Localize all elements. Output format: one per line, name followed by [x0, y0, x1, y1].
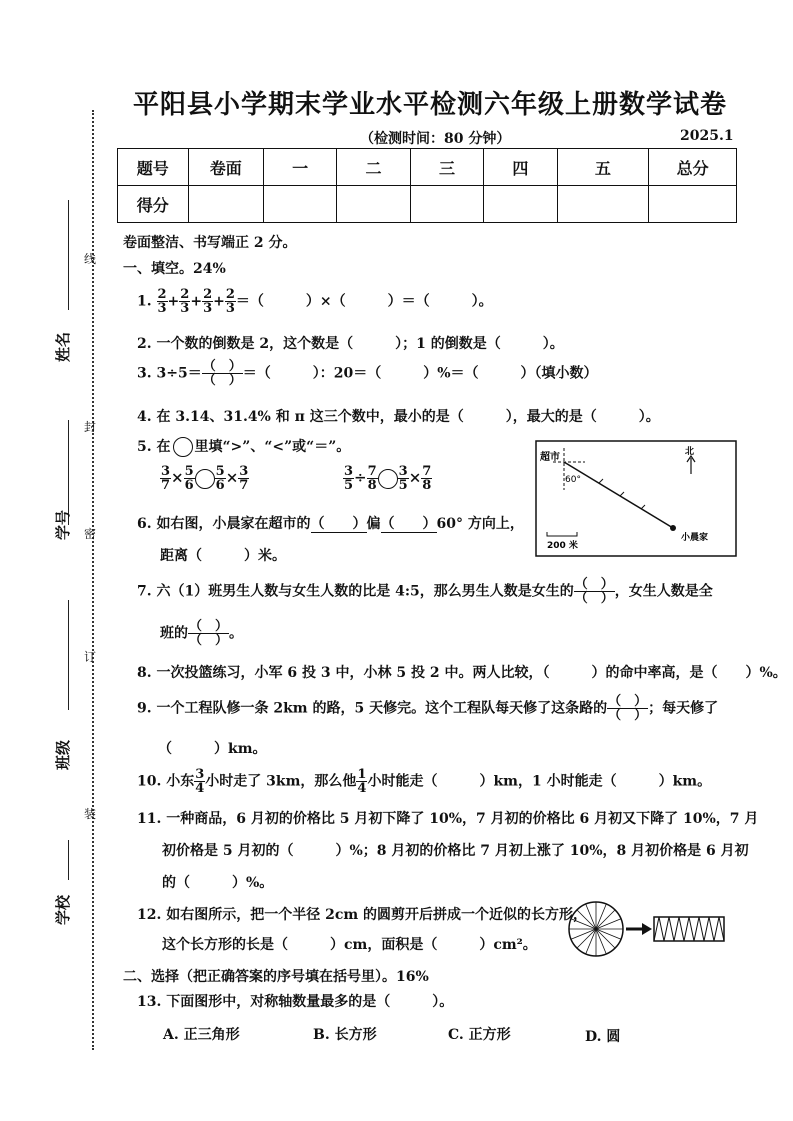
score-input-cell[interactable]	[188, 186, 263, 223]
question-12-line2: 这个长方形的长是（ ）cm，面积是（ ）cm²。	[162, 937, 537, 953]
score-table	[117, 148, 737, 223]
fraction-blank[interactable]: $\frac{( )}{( )}$	[189, 619, 229, 648]
class-label: 班级	[54, 739, 72, 770]
question-1: 1. $\frac{2}{3}$ + $\frac{2}{3}$ + $\frac{2}{3}$ + $\frac{2}{3}$ ＝（ ）×（ ）＝（ ）。	[137, 287, 493, 316]
table-cell: 五	[557, 149, 649, 186]
question-11-line3: 的（ ）%。	[162, 875, 274, 891]
option-a[interactable]: A. 正三角形	[163, 1027, 240, 1043]
map-scale-bar	[547, 532, 577, 536]
question-6-line2: 距离（ ）米。	[160, 548, 286, 564]
fraction: $\frac{2}{3}$	[225, 287, 235, 316]
question-9-line2: （ ）km。	[158, 741, 267, 757]
question-11-line1: 11. 一种商品，6 月初的价格比 5 月初下降了 10%，7 月初的价格比 6 月初又下降了 10%，7 月	[137, 811, 759, 827]
section-2-heading: 二、选择（把正确答案的序号填在括号里）。16%	[123, 969, 429, 985]
fraction-blank[interactable]: $\frac{( )}{( )}$	[608, 694, 648, 723]
question-5: 5. 在 里填“>”、“<”或“＝”。	[137, 439, 351, 455]
page-title: 平阳县小学期末学业水平检测六年级上册数学试卷	[132, 90, 727, 120]
circle-to-rectangle-figure	[566, 900, 726, 960]
name-underline	[68, 200, 69, 310]
fraction: $\frac{2}{3}$	[203, 287, 213, 316]
exam-date: 2025.1	[680, 128, 734, 144]
question-10: 10. 小东 $\frac{3}{4}$ 小时走了 3km，那么他 $\frac{1}{4}$ 小时能走（ ）km，1 小时能走（ ）km。	[137, 767, 712, 796]
exam-time: （检测时间：80 分钟）	[360, 131, 511, 147]
question-3: 3. 3÷5＝ $\frac{( )}{( )}$ ＝（ ）：20＝（ ）%＝（ ）（填小数）	[137, 359, 598, 388]
compare-circle-icon	[173, 437, 193, 457]
score-input-cell[interactable]	[337, 186, 410, 223]
bind-mark-ding: 订	[84, 650, 97, 664]
score-input-cell[interactable]	[649, 186, 737, 223]
table-cell: 得分	[118, 186, 189, 223]
bind-mark-feng: 封	[84, 420, 97, 434]
school-label: 学校	[54, 894, 72, 925]
blank[interactable]: （ ）	[380, 516, 437, 532]
question-13: 13. 下面图形中，对称轴数量最多的是（ ）。	[137, 994, 454, 1010]
direction-map-figure	[535, 440, 737, 557]
map-home-label: 小晨家	[681, 533, 709, 543]
bind-mark-zhuang: 装	[84, 807, 97, 821]
question-5a: $\frac{3}{7}$ × $\frac{5}{6}$ $\frac{5}{6}$ × $\frac{3}{7}$	[161, 464, 249, 493]
class-underline	[68, 600, 69, 710]
score-input-cell[interactable]	[484, 186, 557, 223]
compare-circle-icon[interactable]	[378, 469, 398, 489]
question-8: 8. 一次投篮练习，小军 6 投 3 中，小林 5 投 2 中。两人比较，（ ）的命中率高，是（ ）%。	[137, 665, 787, 681]
bind-mark-xian: 线	[84, 252, 97, 266]
score-input-cell[interactable]	[410, 186, 483, 223]
rectangle-zigzag	[654, 917, 724, 941]
question-11-line2: 初价格是 5 月初的（ ）%；8 月初的价格比 7 月初上涨了 10%，8 月初价格是 6 月初	[162, 843, 749, 859]
map-scale-label: 200 米	[547, 541, 578, 551]
map-tick	[641, 505, 645, 509]
question-7-line2: 班的 $\frac{( )}{( )}$ 。	[160, 619, 244, 648]
fraction-blank[interactable]: $\frac{( )}{( )}$	[574, 577, 614, 606]
neatness-note: 卷面整洁、书写端正 2 分。	[123, 235, 297, 251]
compare-circle-icon[interactable]	[195, 469, 215, 489]
option-b[interactable]: B. 长方形	[313, 1027, 377, 1043]
question-6: 6. 如右图，小晨家在超市的（ ）偏（ ）60° 方向上，	[137, 516, 524, 532]
section-1-heading: 一、填空。24%	[123, 261, 226, 277]
fraction: $\frac{2}{3}$	[180, 287, 190, 316]
question-2: 2. 一个数的倒数是 2，这个数是（ ）；1 的倒数是（ ）。	[137, 336, 564, 352]
map-tick	[620, 492, 624, 496]
score-table-score-row	[118, 186, 737, 223]
arrow-head-icon	[642, 923, 652, 935]
question-7: 7. 六（1）班男生人数与女生人数的比是 4:5，那么男生人数是女生的 $\frac{( )}{( )}$ ，女生人数是全	[137, 577, 713, 606]
question-12-line1: 12. 如右图所示，把一个半径 2cm 的圆剪开后拼成一个近似的长方形，	[137, 907, 588, 923]
table-cell: 三	[410, 149, 483, 186]
name-label: 姓名	[54, 331, 72, 362]
question-4: 4. 在 3.14、31.4% 和 π 这三个数中，最小的是（ ），最大的是（ ）。	[137, 409, 660, 425]
table-cell: 总分	[649, 149, 737, 186]
fraction-blank[interactable]: $\frac{( )}{( )}$	[202, 359, 242, 388]
map-north-label: 北	[685, 447, 695, 457]
map-route-line	[564, 462, 673, 528]
school-underline	[68, 840, 69, 880]
map-tick	[599, 479, 603, 483]
map-supermarket-label: 超市	[540, 452, 560, 463]
map-angle-label: 60°	[565, 475, 581, 485]
question-9: 9. 一个工程队修一条 2km 的路，5 天修完。这个工程队每天修了这条路的 $\frac{( )}{( )}$ ；每天修了	[137, 694, 719, 723]
xuehao-label: 学号	[54, 509, 72, 540]
blank[interactable]: （ ）	[310, 516, 367, 532]
option-c[interactable]: C. 正方形	[448, 1027, 511, 1043]
table-cell: 二	[337, 149, 410, 186]
score-input-cell[interactable]	[263, 186, 336, 223]
table-cell: 卷面	[188, 149, 263, 186]
bind-mark-mi: 密	[84, 527, 97, 541]
circle-sectors	[569, 902, 623, 956]
fraction: $\frac{2}{3}$	[157, 287, 167, 316]
option-d[interactable]: D. 圆	[585, 1029, 621, 1045]
table-cell: 四	[484, 149, 557, 186]
table-cell: 一	[263, 149, 336, 186]
score-input-cell[interactable]	[557, 186, 649, 223]
score-table-header-row	[118, 149, 737, 186]
map-home-point	[670, 525, 676, 531]
question-5b: $\frac{3}{5}$ ÷ $\frac{7}{8}$ $\frac{3}{5}$ × $\frac{7}{8}$	[344, 464, 432, 493]
table-cell: 题号	[118, 149, 189, 186]
